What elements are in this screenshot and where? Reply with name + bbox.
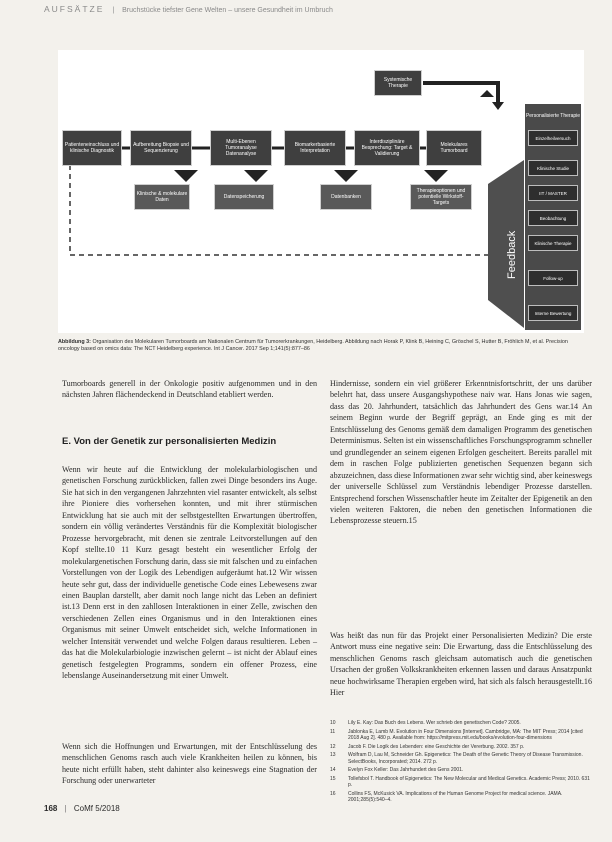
- footnote: [330, 744, 592, 751]
- section-heading-block: [62, 436, 317, 447]
- footnote-text: Lily E. Kay: Das Buch des Lebens. Wer schrieb den genetischen Code? 2005.: [348, 720, 521, 726]
- page-number: 168: [44, 804, 58, 813]
- feedback-item-5: Klinische Therapie: [528, 235, 578, 251]
- footnote-number: 14: [330, 767, 336, 773]
- pipeline-box-tumorboard: Molekulares Tumorboard: [426, 130, 482, 166]
- sub-box-data-storage: Datenspeicherung: [214, 184, 274, 210]
- footnote: [330, 791, 592, 804]
- figure-diagram: [58, 50, 584, 333]
- footnote-number: 12: [330, 743, 336, 750]
- left-column-body-2: [62, 741, 317, 787]
- pipeline-box-discussion: Interdisziplinäre Besprechung: Target & Validierung: [354, 130, 420, 166]
- footnote: [330, 776, 592, 789]
- running-title: Bruchstücke tiefster Gene Welten – unsere Gesundheit im Umbruch: [122, 7, 333, 14]
- footnote-text: Wolfram D, Lau M, Schneider Gh. Epigenetics: The Death of the Genetic Theory of Disease Transmission. SelectBooks, Incorporated; 2014. 272 p.: [348, 752, 583, 765]
- footnote-number: 16: [330, 790, 336, 797]
- feedback-item-2: Klinische Studie: [528, 160, 578, 176]
- pipeline-box-biomarker: Biomarkerbasierte Interpretation: [284, 130, 346, 166]
- left-paragraph-1: Wenn wir heute auf die Entwicklung der molekularbiologischen und genetischen Forschung zurückblicken, fallen zwei Dinge besonders ins Auge. Sie hat sich in den vergangenen Jahrzehnten viel rasanter entwickelt, als selbst ihre Pioniere dies vorhersehen konnten, und mit ihrer stürmischen Entwicklung hat sie auch mit der selbstgestellten Erwartungen übertroffen, sondern ein völlig verändertes Verständnis für die Komplexität biologischer Prozesse hervorgebracht, mit denen sie zentrale Leitvorstellungen auf den Kopf stellte.10 11 Kurz gesagt besteht ein wesentlicher Erfolg der molekulargenetischen Forschung darin, dass sie mit falschen und zu einfachen Vorstellungen von der Logik des Lebendigen aufgeräumt hat.12 Wir wissen heute sehr gut, dass der individuelle genetische Code eines Lebewesens zwar einen Bauplan darstellt, aber damit noch lange nicht das Leben an definiert ist.13 Denn erst in den zahllosen Interaktionen in einer Zelle, zwischen den verschiedenen Zellen eines Organismus und in den Interaktionen eines Organismus mit seiner Umwelt entscheidet sich, welche Informationen in welcher Intensität verwendet und welche Folgen daraus resultieren. Leben – das hat die Molekularbiologie inzwischen gelernt – ist nicht der Ablauf eines genetisch festgelegten Programms, sondern ein offener Prozess, eine lebenslange Auseinandersetzung mit einer Umwelt.: [62, 465, 317, 681]
- right-column-body: [330, 378, 592, 527]
- sub-box-databases: Datenbanken: [320, 184, 372, 210]
- right-column-body-2: [330, 630, 592, 699]
- footnote: [330, 729, 592, 742]
- arrow-to-therapy: [480, 90, 494, 97]
- footnote-number: 10: [330, 720, 336, 726]
- page-footer: [44, 804, 120, 813]
- footnote: [330, 767, 592, 774]
- therapy-arrowhead: [492, 102, 504, 110]
- feedback-label: Feedback: [506, 230, 518, 280]
- down-arrow-3: [334, 170, 358, 182]
- caption-text: Organisation des Molekularen Tumorboards am Nationalen Centrum für Tumorerkrankungen, Heidelberg. Abbildung nach Horak P, Klink B, Heining C, Gröschel S, Hutter B, Fröhlich M, et al. Precision oncology based on omics data: The NCT Heidelberg experience. Int J Cancer. 2017 Sep 1;141(5):877–86: [58, 339, 568, 352]
- left-column-intro: [62, 378, 317, 401]
- footnote-number: 11: [330, 728, 336, 735]
- pipeline-box-patient-inclusion: Patienteneinschluss und klinische Diagnostik: [62, 130, 122, 166]
- feedback-item-3: IIT / MASTER: [528, 185, 578, 201]
- feedback-panel-header: Personalisierte Therapie: [525, 113, 581, 119]
- right-paragraph-1: Hindernisse, sondern ein viel größerer Erkenntnisfortschritt, der uns darüber belehrt hat, dass unsere Ausgangshypothese naiv war. Hans Jonas wie sagen, dass das 20. Jahrhundert, tatsächlich das Jahrhundert des Gens war.14 An seinem Beginn wurde der Begriff geprägt, an Ende ging es mit der Entschlüsselung des Genoms gemäß dem damaligen Programm des genetischen Determinismus. Selten ist ein wissenschaftliches Forschungsprogramm schneller und grundlegender an seinem eigenen Erfolgen gescheitert. Bereits parallel mit dem in raschen Folge publizierten genetischen Sequenzen begann sich abzuzeichnen, dass diese Informationen zwar sehr wichtig sind, aber keineswegs der universelle Schlüssel zum Verständnis lebendiger Prozesse darstellen. Entsprechend forschen Wissenschaftler heute im Zeitalter der Epigenetik an den vielen weiteren Faktoren, die neben den genetischen Informationen die Lebensprozesse steuern.15: [330, 379, 592, 526]
- down-arrow-4: [424, 170, 448, 182]
- section-heading: E. Von der Genetik zur personalisierten Medizin: [62, 436, 277, 447]
- header-separator: |: [112, 7, 115, 14]
- footnote-text: Jacob F. Die Logik des Lebenden: eine Geschichte der Vererbung. 2002. 357 p.: [348, 743, 525, 750]
- right-paragraph-2: Was heißt das nun für das Projekt einer Personalisierten Medizin? Die erste Antwort muss eine negative sein: Die Erwartung, dass die Entschlüsselung des menschlichen Genoms rasch gleichsam automatisch auch die genetischen Ursachen der großen Volkskrankheiten erkennen lassen und daraus Ansatzpunkt neue hochwirksame Therapien ergeben wird, hat sich als falsch herausgestellt.16 Hier: [330, 631, 592, 698]
- journal-issue: CoMf 5/2018: [73, 804, 120, 813]
- section-label: AUFSÄTZE: [44, 4, 105, 14]
- footnote: [330, 720, 592, 727]
- down-arrow-1: [174, 170, 198, 182]
- systemic-therapy-box: Systemische Therapie: [374, 70, 422, 96]
- pipeline-box-biopsy: Aufbereitung Biopsie und Sequenzierung: [130, 130, 192, 166]
- caption-label: Abbildung 3:: [58, 339, 91, 345]
- feedback-item-1: Einzelheilversuch: [528, 130, 578, 146]
- footer-separator: |: [64, 804, 67, 813]
- pipeline-box-tumor-analysis: Multi-Ebenen Tumoranalyse Datenanalyse: [210, 130, 272, 166]
- intro-paragraph: Tumorboards generell in der Onkologie positiv aufgenommen und in den nächsten Jahren flächendeckend in Deutschland etabliert werden.: [62, 379, 317, 400]
- footnote-text: Collins FS, McKusick VA. Implications of the Human Genome Project for medical science. JAMA. 2001;285(5):540–4.: [348, 790, 563, 803]
- figure-caption: [58, 339, 584, 353]
- footnote: [330, 752, 592, 765]
- feedback-item-6: Follow-up: [528, 270, 578, 286]
- sub-box-therapy-options: Therapieoptionen und potentielle Wirkstoff-Targets: [410, 184, 472, 210]
- footnote-text: Tollefsbol T. Handbook of Epigenetics: The New Molecular and Medical Genetics. Academic Press; 2010. 631 p.: [348, 775, 590, 788]
- down-arrow-2: [244, 170, 268, 182]
- footnote-number: 15: [330, 775, 336, 782]
- feedback-item-7: Interne Bewertung: [528, 305, 578, 321]
- footnote-number: 13: [330, 752, 336, 758]
- sub-box-clinical-data: Klinische & molekulare Daten: [134, 184, 190, 210]
- running-header: [44, 4, 592, 18]
- left-column-body: [62, 464, 317, 682]
- left-paragraph-2: Wenn sich die Hoffnungen und Erwartungen, mit der Entschlüsselung des menschlichen Genoms rasch auch viele Krankheiten heilen zu können, bis heute nicht erfüllt haben, steht dahinter also keineswegs eine Stagnation der Forschung oder unerwarteter: [62, 742, 317, 786]
- footnotes: [330, 720, 592, 806]
- footnote-text: Evelyn Fox Keller: Das Jahrhundert des Gens 2001.: [348, 767, 464, 773]
- footnote-text: Jablonka E, Lamb M. Evolution in Four Dimensions [Internet]. Cambridge, MA: The MIT Press; 2014 [cited 2018 Aug 2]. 480 p. Available from: https://mitpress.mit.edu/books/evolution-four-dimensions: [348, 728, 583, 741]
- feedback-item-4: Beobachtung: [528, 210, 578, 226]
